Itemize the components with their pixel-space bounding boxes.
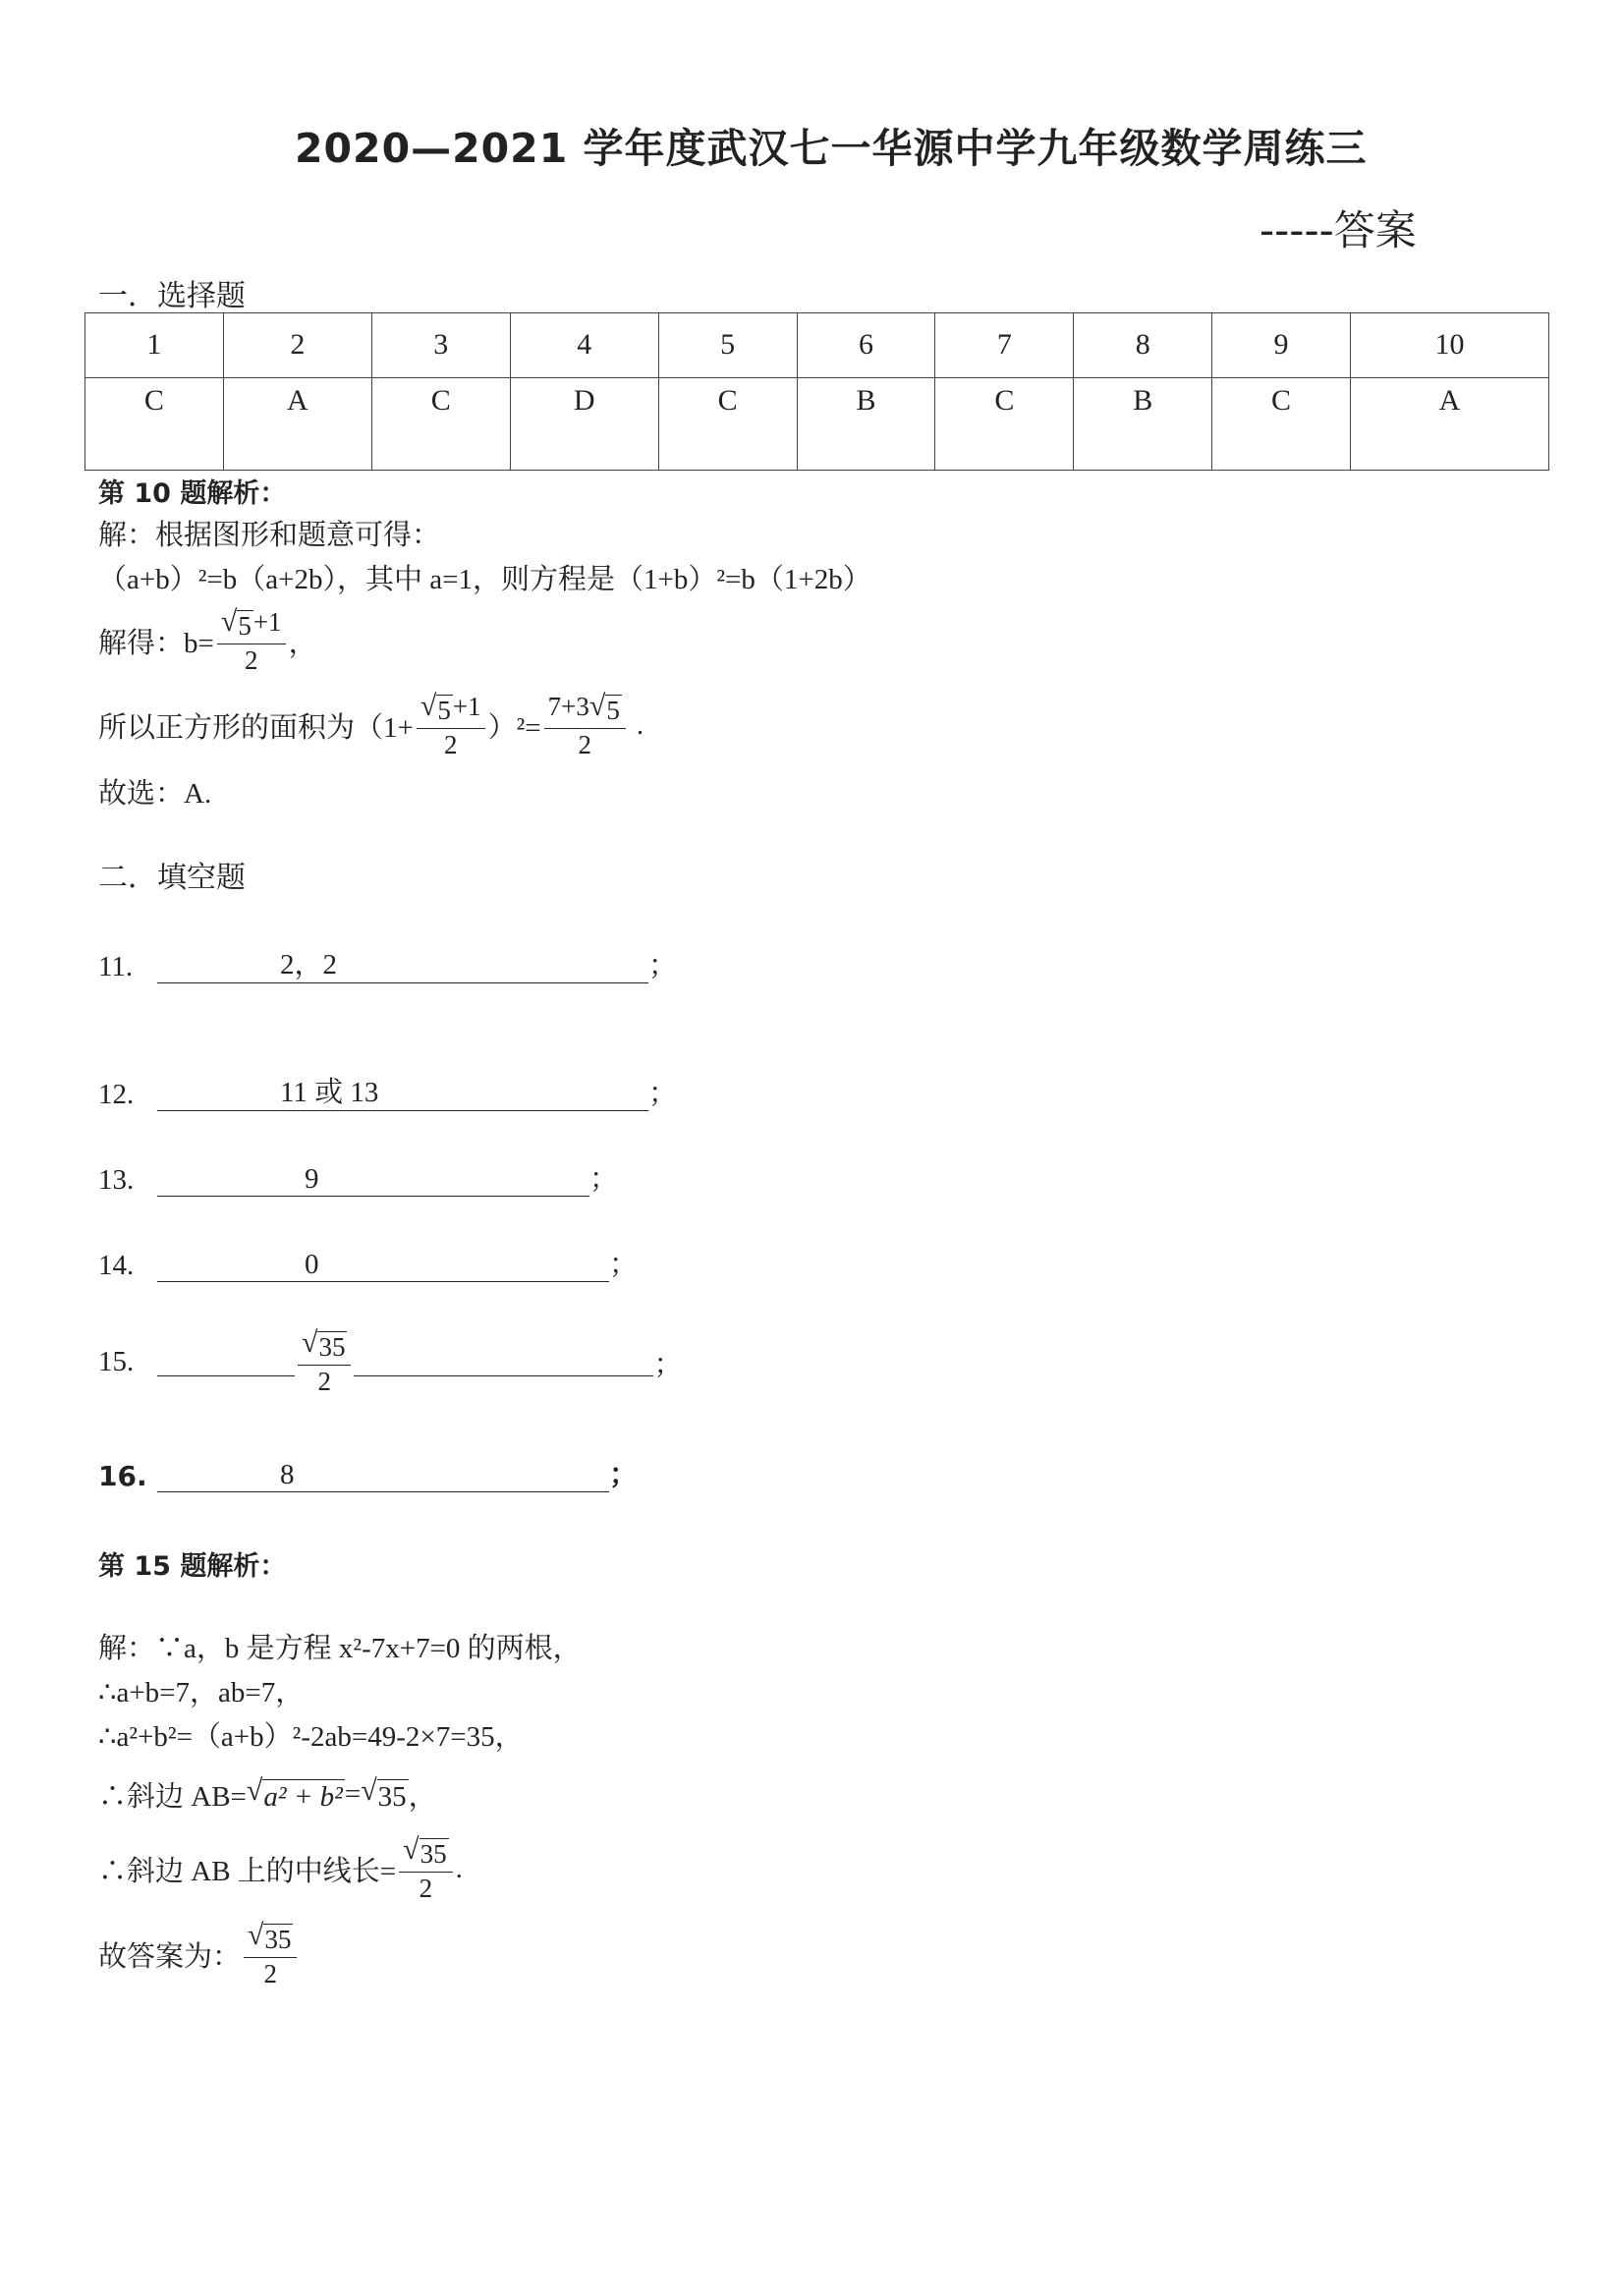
b-fraction-repeat: √ 5 +1 2 [417, 692, 485, 759]
fill-item-15: 15. √ 35 2 ； [98, 1326, 683, 1396]
answer-cell: A [1350, 378, 1548, 471]
q10-line4-suffix: . [636, 709, 644, 742]
b-numerator-rest: +1 [252, 607, 282, 637]
median-fraction: √ 35 2 [399, 1835, 452, 1903]
q15-line4: ∴斜边 AB= √ a² + b² = √ 35 ， [98, 1773, 437, 1813]
q10-heading: 第 10 题解析： [98, 478, 287, 509]
answer-cell: C [658, 378, 797, 471]
q10-line4-prefix: 所以正方形的面积为（1+ [98, 712, 414, 745]
q10-line1: 解：根据图形和题意可得： [98, 520, 441, 551]
answer-blank: 11 或 13 [157, 1079, 648, 1111]
answer-blank: 8 [157, 1460, 609, 1492]
q10-line3-prefix: 解得：b= [98, 628, 214, 660]
answer-blank-right [354, 1373, 653, 1376]
answer-table-answer-row [85, 378, 1549, 471]
q10-conclusion: 故选：A. [98, 778, 212, 810]
fill-item-12: 12. 11 或 13 ； [98, 1077, 678, 1110]
answer-blank: 2，2 [157, 951, 648, 983]
fill-item-11: 11. 2，2 ； [98, 949, 678, 982]
question-number-cell: 2 [223, 313, 371, 378]
question-number-cell: 5 [658, 313, 797, 378]
question-number-cell: 4 [510, 313, 658, 378]
q15-line2: ∴a+b=7，ab=7， [98, 1677, 305, 1708]
answer-cell: D [510, 378, 658, 471]
answer-cell: C [1212, 378, 1351, 471]
answer-cell: C [935, 378, 1074, 471]
answer-cell: B [1074, 378, 1212, 471]
answer-blank: 9 [157, 1164, 589, 1197]
q15-line1: 解：∵a，b 是方程 x²-7x+7=0 的两根， [98, 1633, 582, 1664]
answer-cell: C [85, 378, 224, 471]
question-number-cell: 3 [371, 313, 510, 378]
hypotenuse-sqrt: √ a² + b² [246, 1773, 343, 1813]
q15-line6: 故答案为： √ 35 2 [98, 1921, 300, 1988]
q10-line3 [98, 607, 317, 675]
answer-table [84, 312, 1549, 471]
final-answer-fraction: √ 35 2 [244, 1921, 297, 1988]
q15-line5: ∴斜边 AB 上的中线长= √ 35 2 . [98, 1833, 463, 1903]
q15-heading: 第 15 题解析： [98, 1551, 287, 1582]
document-subtitle: -----答案 [1259, 206, 1417, 254]
q10-line3-suffix: ， [288, 628, 317, 660]
document-title: 2020—2021 学年度武汉七一华源中学九年级数学周练三 [295, 125, 1368, 172]
b-radicand: 5 [238, 611, 252, 641]
answer-blank: 0 [157, 1250, 609, 1282]
q10-line2: （a+b）²=b（a+2b），其中 a=1，则方程是（1+b）²=b（1+2b） [98, 564, 871, 595]
q10-line4 [98, 692, 644, 759]
question-number-cell: 8 [1074, 313, 1212, 378]
fill-item-13: 13. 9 ； [98, 1163, 619, 1196]
area-fraction: 7+3 √ 5 2 [544, 692, 626, 759]
question-number-cell: 6 [797, 313, 935, 378]
section-heading-choice: 一．选择题 [98, 279, 246, 313]
section-heading-fill: 二．填空题 [98, 861, 246, 895]
question-number-cell: 1 [85, 313, 224, 378]
answer-cell: B [797, 378, 935, 471]
answer-blank-left [157, 1373, 295, 1376]
fill-item-14: 14. 0 ； [98, 1249, 639, 1281]
answer-15-fraction: √ 35 2 [298, 1328, 351, 1396]
q15-line3: ∴a²+b²=（a+b）²-2ab=49-2×7=35， [98, 1721, 524, 1753]
answer-table-header-row [85, 313, 1549, 378]
question-number-cell: 9 [1212, 313, 1351, 378]
question-number-cell: 10 [1350, 313, 1548, 378]
b-denominator: 2 [244, 644, 258, 675]
b-fraction: √ 5 +1 2 [217, 607, 286, 675]
question-number-cell: 7 [935, 313, 1074, 378]
fill-item-16: 16. 8 ； [98, 1459, 639, 1492]
q10-line4-mid: ）²= [487, 712, 541, 745]
answer-cell: C [371, 378, 510, 471]
answer-cell: A [223, 378, 371, 471]
sqrt-35: √ 35 [361, 1773, 407, 1813]
